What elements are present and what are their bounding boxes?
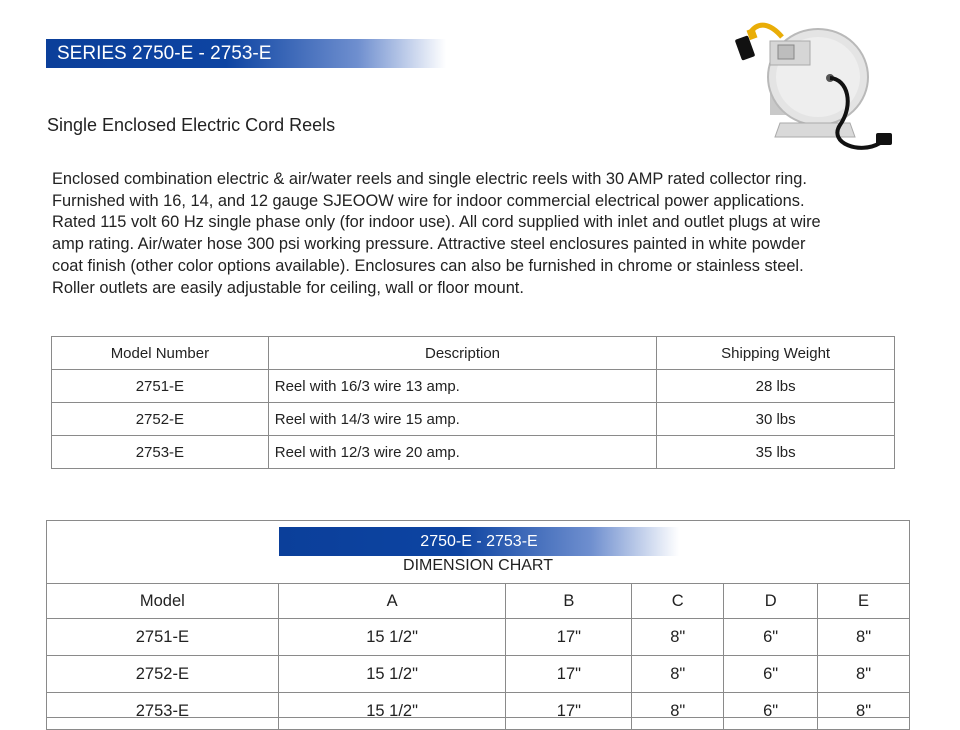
table-row [52, 403, 895, 436]
weight-cell: 30 lbs [657, 403, 895, 436]
table-row [52, 370, 895, 403]
dim-d-cell: 6" [724, 693, 818, 730]
table-row [47, 693, 910, 730]
description-cell: Reel with 16/3 wire 13 amp. [268, 370, 657, 403]
description-cell: Reel with 14/3 wire 15 amp. [268, 403, 657, 436]
header-b: B [506, 584, 632, 619]
dimension-table-header [47, 584, 910, 619]
model-cell: 2752-E [47, 656, 279, 693]
table-row [47, 619, 910, 656]
dimension-table [46, 583, 910, 730]
dim-b-cell: 17" [506, 619, 632, 656]
dim-c-cell: 8" [632, 656, 724, 693]
dim-e-cell: 8" [818, 619, 910, 656]
dim-a-cell: 15 1/2" [278, 656, 506, 693]
model-number-cell: 2752-E [52, 403, 269, 436]
model-number-cell: 2753-E [52, 436, 269, 469]
dim-d-cell: 6" [724, 656, 818, 693]
dim-a-cell: 15 1/2" [278, 619, 506, 656]
header-a: A [278, 584, 506, 619]
dimension-chart [46, 520, 910, 718]
dim-c-cell: 8" [632, 619, 724, 656]
header-d: D [724, 584, 818, 619]
description-line: amp rating. Air/water hose 300 psi working pressure. Attractive steel enclosures painted in white powder [52, 235, 806, 254]
cord-reel-image [730, 15, 900, 155]
dim-c-cell: 8" [632, 693, 724, 730]
dim-b-cell: 17" [506, 693, 632, 730]
models-table-header [52, 337, 895, 370]
header-e: E [818, 584, 910, 619]
weight-cell: 35 lbs [657, 436, 895, 469]
description-line: Rated 115 volt 60 Hz single phase only (for indoor use). All cord supplied with inlet and outlet plugs at wire [52, 213, 821, 232]
header-model: Model [47, 584, 279, 619]
table-row [47, 656, 910, 693]
dimension-chart-caption: DIMENSION CHART [403, 557, 553, 574]
dim-a-cell: 15 1/2" [278, 693, 506, 730]
models-table [51, 336, 895, 469]
dim-d-cell: 6" [724, 619, 818, 656]
header-description: Description [268, 337, 657, 370]
description-line: Enclosed combination electric & air/water reels and single electric reels with 30 AMP rated collector ring. [52, 170, 807, 188]
model-number-cell: 2751-E [52, 370, 269, 403]
weight-cell: 28 lbs [657, 370, 895, 403]
description-line: coat finish (other color options available). Enclosures can also be furnished in chrome or stainless steel. [52, 256, 804, 275]
header-c: C [632, 584, 724, 619]
header-model-number: Model Number [52, 337, 269, 370]
product-description [52, 169, 912, 299]
series-title-banner: SERIES 2750-E - 2753-E [46, 39, 446, 68]
dim-b-cell: 17" [506, 656, 632, 693]
dim-e-cell: 8" [818, 693, 910, 730]
dimension-chart-banner: 2750-E - 2753-E [279, 527, 679, 556]
description-line: Roller outlets are easily adjustable for ceiling, wall or floor mount. [52, 278, 524, 297]
model-cell: 2753-E [47, 693, 279, 730]
product-subtitle: Single Enclosed Electric Cord Reels [47, 115, 336, 135]
table-row [52, 436, 895, 469]
dim-e-cell: 8" [818, 656, 910, 693]
header-shipping-weight: Shipping Weight [657, 337, 895, 370]
description-line: Furnished with 16, 14, and 12 gauge SJEOOW wire for indoor commercial electrical power applications. [52, 191, 805, 210]
model-cell: 2751-E [47, 619, 279, 656]
description-cell: Reel with 12/3 wire 20 amp. [268, 436, 657, 469]
